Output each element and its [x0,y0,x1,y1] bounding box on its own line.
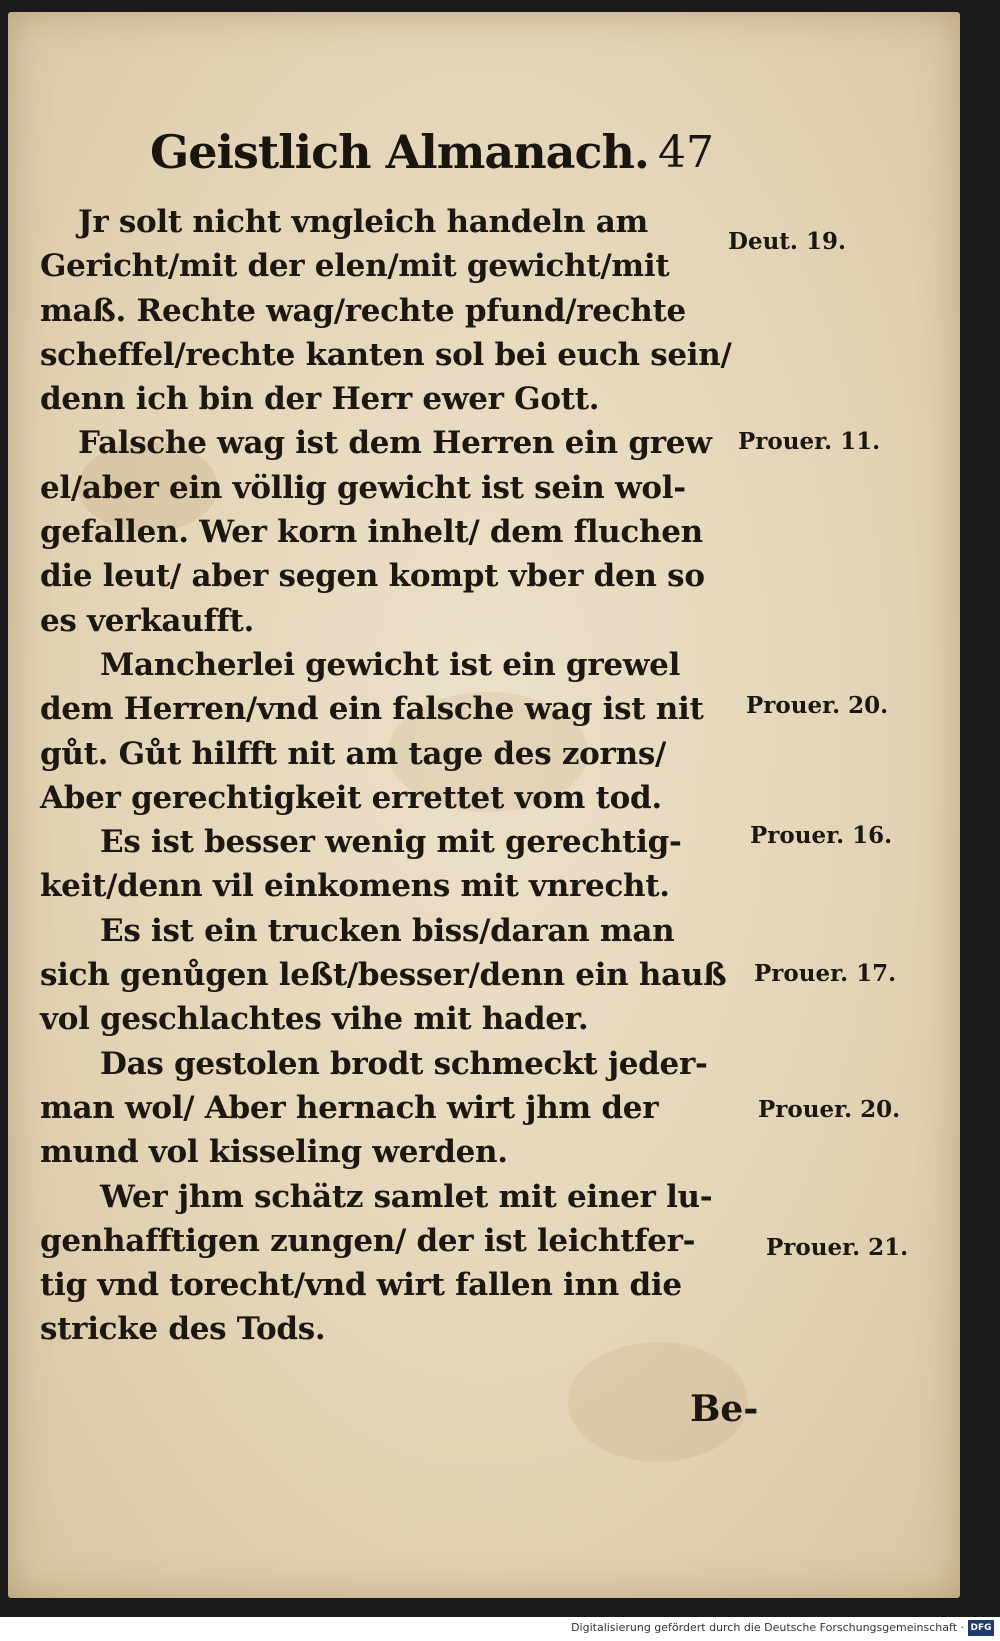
margin-note: Deut. 19. [728,228,846,255]
text-line: gefallen. Wer korn inhelt/ dem fluchen [40,514,703,551]
text-line: gůt. Gůt hilfft nit am tage des zorns/ [40,735,666,772]
text-line: mund vol kisseling werden. [40,1134,508,1171]
text-line: Jr solt nicht vngleich handeln am [78,204,649,240]
text-line: Wer jhm schätz samlet mit einer lu- [100,1178,713,1215]
margin-note: Prouer. 11. [738,428,881,455]
text-line: Falsche wag ist dem Herren ein grew [78,425,712,462]
text-line: Es ist ein trucken biss/daran man [100,912,675,949]
margin-note: Prouer. 17. [754,960,897,987]
text-line: Es ist besser wenig mit gerechtig- [100,824,682,861]
page-number: 47 [658,127,714,178]
dfg-logo-icon: DFG [968,1620,994,1636]
text-line: keit/denn vil einkomens mit vnrecht. [40,868,670,905]
text-line: die leut/ aber segen kompt vber den so [40,558,705,595]
text-line: Das gestolen brodt schmeckt jeder- [100,1045,708,1082]
text-line: denn ich bin der Herr ewer Gott. [40,381,600,418]
margin-note: Prouer. 20. [758,1096,901,1123]
text-line: man wol/ Aber hernach wirt jhm der [40,1089,659,1126]
footer-bar [0,1617,1000,1641]
margin-note: Prouer. 16. [750,822,893,849]
text-line: sich genůgen leßt/besser/denn ein hauß [40,957,727,994]
text-line: maß. Rechte wag/rechte pfund/rechte [40,292,686,329]
running-title: Geistlich Almanach. [150,125,649,179]
text-line: stricke des Tods. [40,1311,326,1348]
text-line: el/aber ein völlig gewicht ist sein wol- [40,469,686,506]
catchword: Be- [690,1388,759,1430]
text-line: tig vnd torecht/vnd wirt fallen inn die [40,1267,682,1304]
text-line: dem Herren/vnd ein falsche wag ist nit [40,691,704,728]
text-line: Mancherlei gewicht ist ein grewel [100,646,681,683]
text-line: Aber gerechtigkeit errettet vom tod. [40,779,662,816]
text-line: scheffel/rechte kanten sol bei euch sein/ [40,336,732,373]
text-line: vol geschlachtes vihe mit hader. [40,1001,589,1038]
footer-credit: Digitalisierung gefördert durch die Deutsche Forschungsgemeinschaft · [571,1621,964,1634]
text-line: Gericht/mit der elen/mit gewicht/mit [40,248,670,285]
margin-note: Prouer. 21. [766,1234,909,1261]
text-line: es verkaufft. [40,602,255,639]
margin-note: Prouer. 20. [746,692,889,719]
text-line: genhafftigen zungen/ der ist leichtfer- [40,1222,696,1259]
